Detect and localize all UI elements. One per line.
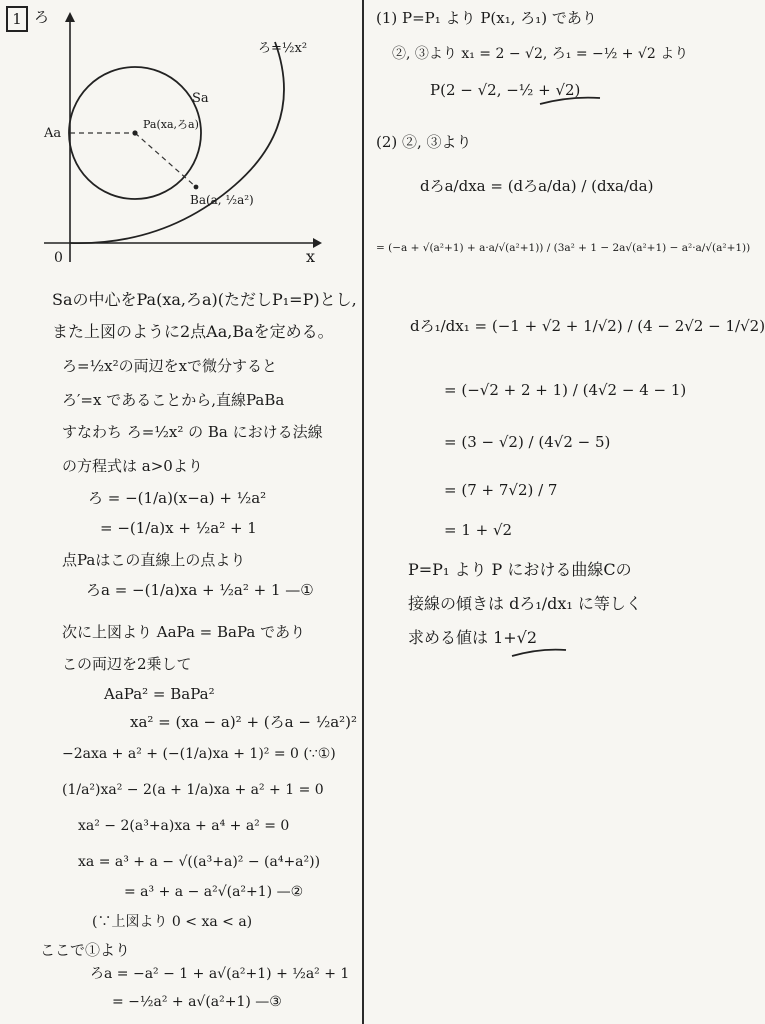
right-line: = 1 + √2 [444, 521, 513, 539]
graph-figure [30, 0, 360, 270]
left-line: ろ = −(1/a)(x−a) + ½a² [88, 489, 267, 507]
left-line: AaPa² = BaPa² [104, 685, 215, 703]
left-line: = a³ + a − a²√(a²+1) —② [124, 884, 304, 900]
left-line: xa² − 2(a³+a)xa + a⁴ + a² = 0 [78, 818, 290, 834]
left-line: −2axa + a² + (−(1/a)xa + 1)² = 0 (∵①) [62, 746, 336, 762]
left-line: = −½a² + a√(a²+1) —③ [112, 994, 282, 1010]
circle-label: Sa [192, 91, 209, 106]
y-axis-label: ろ [34, 8, 50, 26]
x-axis-label: x [306, 247, 316, 266]
left-line: また上図のように2点Aa,Baを定める。 [52, 322, 334, 341]
left-line: Saの中心をPa(xa,ろa)(ただしP₁=P)とし, [52, 290, 357, 309]
point-b-label: Ba(a, ½a²) [190, 193, 254, 207]
left-line: 次に上図より AaPa = BaPa であり [62, 623, 306, 641]
left-line: = −(1/a)x + ½a² + 1 [100, 519, 257, 537]
right-line: dろa/dxa = (dろa/da) / (dxa/da) [420, 177, 654, 195]
point-a-label: Aa [44, 126, 62, 141]
point-pa-dot [132, 130, 137, 135]
parabola-curve [70, 42, 284, 243]
point-p-label: Pa(xa,ろa) [143, 118, 199, 131]
right-line: = (−a + √(a²+1) + a·a/√(a²+1)) / (3a² + 1 − 2a√(a²+1) − a²·a/√(a²+1)) [376, 242, 751, 254]
left-line: の方程式は a>0より [62, 457, 203, 475]
right-line: ②, ③より x₁ = 2 − √2, ろ₁ = −½ + √2 より [392, 46, 689, 62]
right-line: dろ₁/dx₁ = (−1 + √2 + 1/√2) / (4 − 2√2 − 1/√2) [410, 317, 765, 335]
left-line: ろa = −(1/a)xa + ½a² + 1 —① [86, 581, 314, 599]
point-ba-dot [194, 185, 199, 190]
right-line: = (7 + 7√2) / 7 [444, 481, 558, 499]
right-line: P(2 − √2, −½ + √2) [430, 81, 581, 99]
left-line: xa² = (xa − a)² + (ろa − ½a²)² [130, 713, 358, 731]
left-line: xa = a³ + a − √((a³+a)² − (a⁴+a²)) [78, 854, 321, 870]
problem-number: 1 [6, 6, 28, 32]
left-line: 点Paはこの直線上の点より [62, 551, 246, 569]
right-line: 接線の傾きは dろ₁/dx₁ に等しく [408, 594, 642, 613]
left-line: (1/a²)xa² − 2(a + 1/a)xa + a² + 1 = 0 [62, 782, 324, 798]
right-line: (2) ②, ③より [376, 133, 472, 151]
left-line: ろa = −a² − 1 + a√(a²+1) + ½a² + 1 [90, 966, 350, 982]
right-line: = (3 − √2) / (4√2 − 5) [444, 433, 611, 451]
left-line: この両辺を2乗して [62, 655, 192, 673]
right-line: P=P₁ より P における曲線Cの [408, 560, 632, 579]
column-divider [362, 0, 364, 1024]
right-line: = (−√2 + 2 + 1) / (4√2 − 4 − 1) [444, 381, 687, 399]
left-line: ろ′=x であることから,直線PaBa [62, 391, 285, 409]
left-line: ろ=½x²の両辺をxで微分すると [62, 357, 278, 375]
segment-pa-ba [135, 133, 196, 187]
y-axis-arrow [65, 12, 75, 22]
curve-label: ろ=½x² [258, 41, 308, 56]
right-line: (1) P=P₁ より P(x₁, ろ₁) であり [376, 9, 597, 27]
left-line: (∵上図より 0 < xa < a) [92, 914, 253, 930]
origin-label: 0 [54, 250, 63, 266]
left-line: すなわち ろ=½x² の Ba における法線 [62, 423, 323, 441]
right-line: 求める値は 1+√2 [408, 628, 538, 647]
left-line: ここで①より [40, 941, 131, 959]
